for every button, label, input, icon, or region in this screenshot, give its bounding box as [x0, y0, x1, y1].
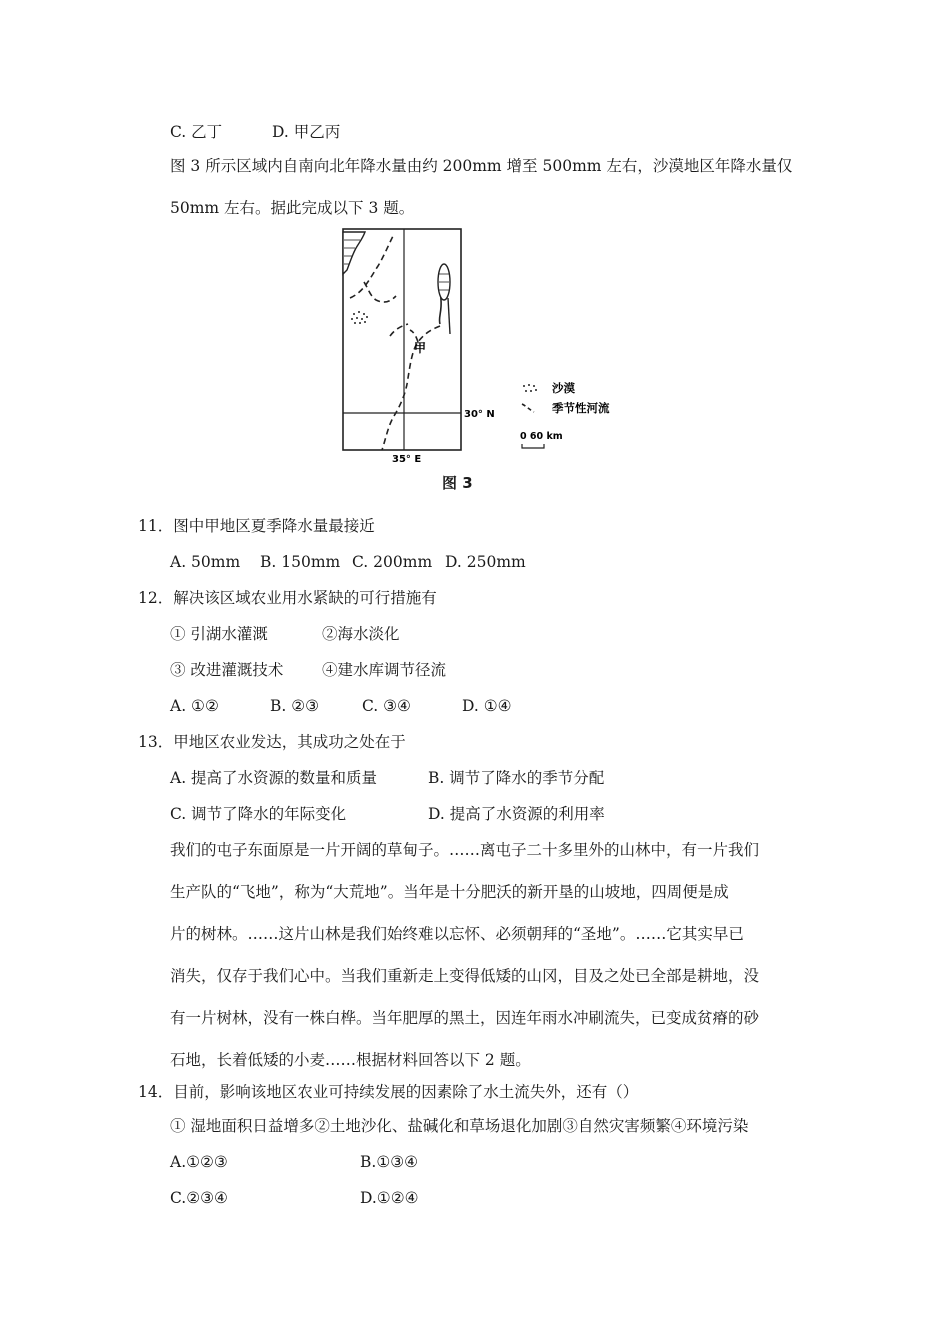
scale-bar [522, 444, 544, 448]
passage-line: 消失，仅存于我们心中。当我们重新走上变得低矮的山冈，目及之处已全部是耕地，没 [170, 967, 760, 985]
passage-line: 有一片树林，没有一株白桦。当年肥厚的黑土，因连年雨水冲刷流失，已变成贫瘠的砂 [170, 1009, 760, 1027]
q14-statements: ① 湿地面积日益增多②土地沙化、盐碱化和草场退化加剧③自然灾害频繁④环境污染 [170, 1117, 749, 1135]
legend-river-label: 季节性河流 [552, 401, 610, 415]
q13-option-c: C. 调节了降水的年际变化 [170, 805, 347, 823]
q14-option-b: B.①③④ [360, 1153, 419, 1171]
q11-option-d: D. 250mm [445, 553, 526, 571]
figure-caption: 图 3 [442, 474, 473, 492]
q12-stem: 12．解决该区域农业用水紧缺的可行措施有 [138, 589, 437, 607]
q12-statement-1: ① 引湖水灌溉 [170, 625, 268, 643]
q12-option-a: A. ①② [170, 697, 219, 715]
q11-option-c: C. 200mm [352, 553, 433, 571]
passage-line: 片的树林。……这片山林是我们始终难以忘怀、必须朝拜的“圣地”。……它其实早已 [170, 925, 744, 943]
place-label-jia: 甲 [414, 341, 427, 355]
q10-option-c: C. 乙丁 [170, 123, 223, 141]
legend-desert-label: 沙漠 [552, 381, 575, 395]
figure-3-map [340, 226, 630, 466]
legend-river-icon [522, 404, 534, 412]
scale-label: 0 60 km [520, 431, 563, 442]
q10-option-d: D. 甲乙丙 [272, 123, 341, 141]
q14-option-c: C.②③④ [170, 1189, 228, 1207]
desert-dots [351, 311, 368, 324]
q12-option-c: C. ③④ [362, 697, 411, 715]
river-right-edge [448, 298, 450, 334]
q12-option-d: D. ①④ [462, 697, 512, 715]
intro-line-1: 图 3 所示区域内自南向北年降水量由约 200mm 增至 500mm 左右，沙漠地区年降水量仅 [170, 157, 793, 175]
q12-statement-3: ③ 改进灌溉技术 [170, 661, 284, 679]
q13-option-a: A. 提高了水资源的数量和质量 [170, 769, 378, 787]
map-svg [340, 226, 630, 466]
q12-statement-4: ④建水库调节径流 [322, 661, 447, 679]
sea-coast [343, 232, 365, 274]
q12-statement-2: ②海水淡化 [322, 625, 400, 643]
q13-option-b: B. 调节了降水的季节分配 [428, 769, 605, 787]
q11-option-b: B. 150mm [260, 553, 341, 571]
q11-stem: 11．图中甲地区夏季降水量最接近 [138, 517, 375, 535]
q11-option-a: A. 50mm [170, 553, 241, 571]
legend-desert-icon [523, 384, 537, 392]
passage-line: 石地，长着低矮的小麦……根据材料回答以下 2 题。 [170, 1051, 531, 1069]
passage-line: 我们的屯子东面原是一片开阔的草甸子。……离屯子二十多里外的山林中，有一片我们 [170, 841, 760, 859]
lon-label: 35° E [392, 454, 422, 465]
q13-stem: 13．甲地区农业发达，其成功之处在于 [138, 733, 406, 751]
seasonal-rivers [350, 234, 440, 450]
intro-line-2: 50mm 左右。据此完成以下 3 题。 [170, 199, 415, 217]
q12-option-b: B. ②③ [270, 697, 320, 715]
map-frame [343, 229, 461, 450]
q14-option-a: A.①②③ [170, 1153, 228, 1171]
passage-line: 生产队的“飞地”，称为“大荒地”。当年是十分肥沃的新开垦的山坡地，四周便是成 [170, 883, 729, 901]
lat-label: 30° N [464, 409, 495, 420]
q14-option-d: D.①②④ [360, 1189, 419, 1207]
q13-option-d: D. 提高了水资源的利用率 [428, 805, 605, 823]
q14-stem: 14．目前，影响该地区农业可持续发展的因素除了水土流失外，还有（） [138, 1083, 639, 1101]
